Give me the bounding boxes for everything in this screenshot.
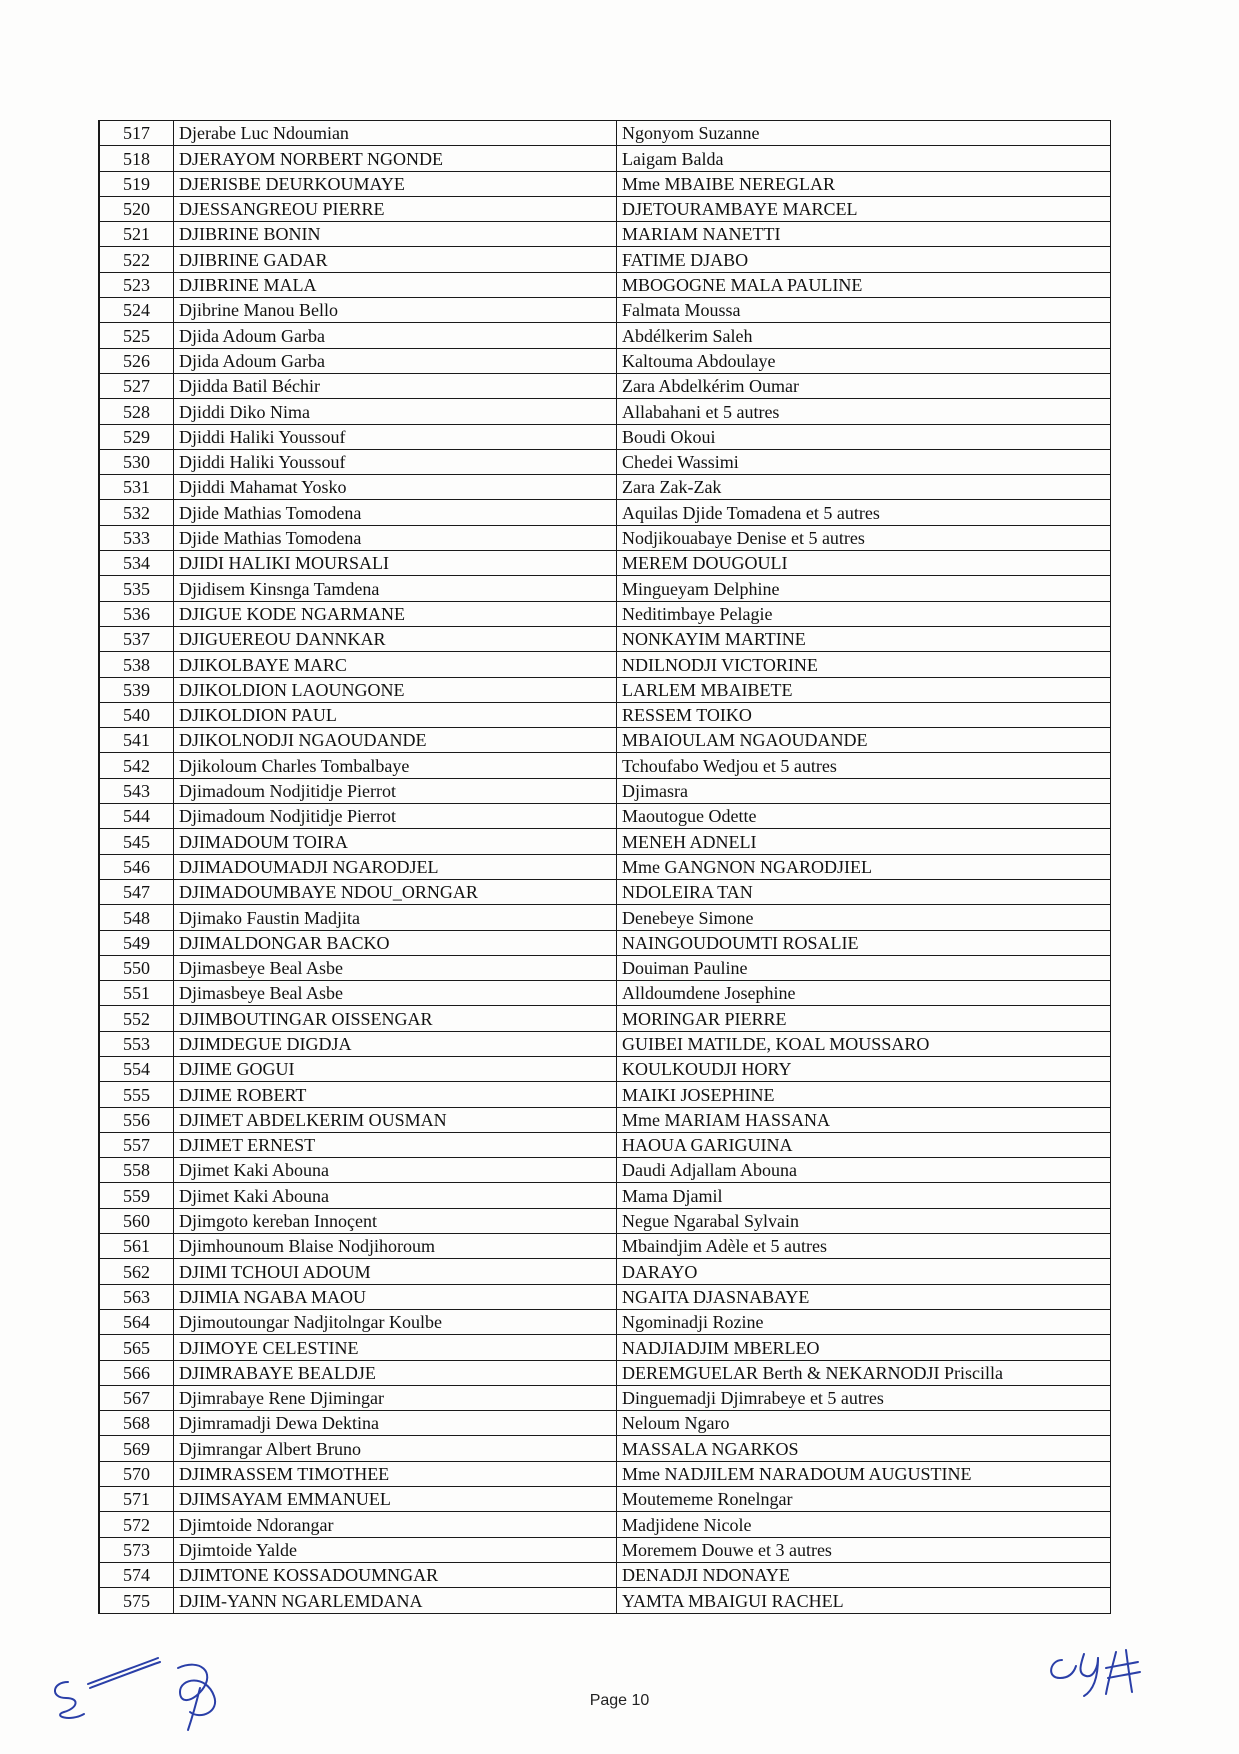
table-row: [99, 576, 1111, 601]
row-number: 517: [99, 121, 174, 146]
beneficiary-name: Falmata Moussa: [617, 298, 1111, 323]
table-row: [99, 1284, 1111, 1309]
deceased-name: DJIMIA NGABA MAOU: [174, 1284, 617, 1309]
beneficiary-name: Douiman Pauline: [617, 955, 1111, 980]
beneficiary-name: MBOGOGNE MALA PAULINE: [617, 272, 1111, 297]
row-number: 528: [99, 399, 174, 424]
deceased-name: DJIKOLDION LAOUNGONE: [174, 677, 617, 702]
deceased-name: Djidisem Kinsnga Tamdena: [174, 576, 617, 601]
beneficiary-name: Aquilas Djide Tomadena et 5 autres: [617, 500, 1111, 525]
beneficiary-name: Dinguemadji Djimrabeye et 5 autres: [617, 1385, 1111, 1410]
table-row: [99, 525, 1111, 550]
table-row: [99, 475, 1111, 500]
table-row: [99, 1461, 1111, 1486]
deceased-name: Djida Adoum Garba: [174, 323, 617, 348]
deceased-name: DJIME GOGUI: [174, 1056, 617, 1081]
beneficiary-name: MAIKI JOSEPHINE: [617, 1082, 1111, 1107]
table-row: [99, 778, 1111, 803]
row-number: 572: [99, 1512, 174, 1537]
beneficiary-name: Laigam Balda: [617, 146, 1111, 171]
beneficiary-name: Madjidene Nicole: [617, 1512, 1111, 1537]
row-number: 539: [99, 677, 174, 702]
row-number: 538: [99, 652, 174, 677]
row-number: 526: [99, 348, 174, 373]
deceased-name: DJIMRASSEM TIMOTHEE: [174, 1461, 617, 1486]
beneficiary-name: MARIAM NANETTI: [617, 222, 1111, 247]
row-number: 532: [99, 500, 174, 525]
deceased-name: DJIKOLDION PAUL: [174, 702, 617, 727]
table-row: [99, 854, 1111, 879]
table-row: [99, 1360, 1111, 1385]
table-row: [99, 677, 1111, 702]
beneficiary-table: [98, 120, 1111, 1614]
beneficiary-name: Boudi Okoui: [617, 424, 1111, 449]
table-row: [99, 981, 1111, 1006]
table-row: [99, 1056, 1111, 1081]
deceased-name: Djimrangar Albert Bruno: [174, 1436, 617, 1461]
beneficiary-name: HAOUA GARIGUINA: [617, 1132, 1111, 1157]
row-number: 563: [99, 1284, 174, 1309]
row-number: 547: [99, 879, 174, 904]
row-number: 549: [99, 930, 174, 955]
beneficiary-name: Mme MBAIBE NEREGLAR: [617, 171, 1111, 196]
beneficiary-name: MASSALA NGARKOS: [617, 1436, 1111, 1461]
beneficiary-name: YAMTA MBAIGUI RACHEL: [617, 1588, 1111, 1613]
beneficiary-name: NAINGOUDOUMTI ROSALIE: [617, 930, 1111, 955]
beneficiary-name: Daudi Adjallam Abouna: [617, 1158, 1111, 1183]
table-row: [99, 728, 1111, 753]
table-row: [99, 1411, 1111, 1436]
row-number: 571: [99, 1487, 174, 1512]
deceased-name: DJIMALDONGAR BACKO: [174, 930, 617, 955]
table-row: [99, 930, 1111, 955]
beneficiary-name: Allabahani et 5 autres: [617, 399, 1111, 424]
row-number: 552: [99, 1006, 174, 1031]
table-row: [99, 298, 1111, 323]
deceased-name: DJIMADOUMBAYE NDOU_ORNGAR: [174, 879, 617, 904]
row-number: 543: [99, 778, 174, 803]
deceased-name: DJIMET ERNEST: [174, 1132, 617, 1157]
deceased-name: Djimako Faustin Madjita: [174, 905, 617, 930]
table-row: [99, 1208, 1111, 1233]
table-row: [99, 500, 1111, 525]
beneficiary-name: Zara Zak-Zak: [617, 475, 1111, 500]
table-row: [99, 196, 1111, 221]
deceased-name: Djimhounoum Blaise Nodjihoroum: [174, 1234, 617, 1259]
table-row: [99, 1259, 1111, 1284]
deceased-name: Djida Adoum Garba: [174, 348, 617, 373]
deceased-name: DJIMTONE KOSSADOUMNGAR: [174, 1562, 617, 1587]
row-number: 520: [99, 196, 174, 221]
deceased-name: DJIMOYE CELESTINE: [174, 1335, 617, 1360]
row-number: 574: [99, 1562, 174, 1587]
beneficiary-name: MENEH ADNELI: [617, 829, 1111, 854]
beneficiary-name: Abdélkerim Saleh: [617, 323, 1111, 348]
table-row: [99, 1158, 1111, 1183]
table-row: [99, 804, 1111, 829]
deceased-name: DJERISBE DEURKOUMAYE: [174, 171, 617, 196]
beneficiary-name: DJETOURAMBAYE MARCEL: [617, 196, 1111, 221]
deceased-name: DJIGUE KODE NGARMANE: [174, 601, 617, 626]
deceased-name: Djimasbeye Beal Asbe: [174, 955, 617, 980]
deceased-name: DJIMSAYAM EMMANUEL: [174, 1487, 617, 1512]
beneficiary-name: Mme NADJILEM NARADOUM AUGUSTINE: [617, 1461, 1111, 1486]
beneficiary-name: Neloum Ngaro: [617, 1411, 1111, 1436]
table-body: [99, 121, 1111, 1614]
beneficiary-name: Chedei Wassimi: [617, 449, 1111, 474]
row-number: 561: [99, 1234, 174, 1259]
deceased-name: DJIMET ABDELKERIM OUSMAN: [174, 1107, 617, 1132]
row-number: 559: [99, 1183, 174, 1208]
beneficiary-name: GUIBEI MATILDE, KOAL MOUSSARO: [617, 1031, 1111, 1056]
deceased-name: Djide Mathias Tomodena: [174, 500, 617, 525]
table-row: [99, 626, 1111, 651]
deceased-name: Djimtoide Yalde: [174, 1537, 617, 1562]
table-row: [99, 272, 1111, 297]
table-row: [99, 146, 1111, 171]
table-row: [99, 905, 1111, 930]
beneficiary-name: Mme MARIAM HASSANA: [617, 1107, 1111, 1132]
beneficiary-name: Maoutogue Odette: [617, 804, 1111, 829]
deceased-name: Djimoutoungar Nadjitolngar Koulbe: [174, 1309, 617, 1334]
beneficiary-name: Tchoufabo Wedjou et 5 autres: [617, 753, 1111, 778]
row-number: 542: [99, 753, 174, 778]
deceased-name: Djimrabaye Rene Djimingar: [174, 1385, 617, 1410]
row-number: 548: [99, 905, 174, 930]
table-row: [99, 121, 1111, 146]
beneficiary-name: Ngonyom Suzanne: [617, 121, 1111, 146]
row-number: 555: [99, 1082, 174, 1107]
deceased-name: Djidda Batil Béchir: [174, 373, 617, 398]
beneficiary-name: Moutememe Ronelngar: [617, 1487, 1111, 1512]
deceased-name: DJERAYOM NORBERT NGONDE: [174, 146, 617, 171]
deceased-name: Djerabe Luc Ndoumian: [174, 121, 617, 146]
row-number: 557: [99, 1132, 174, 1157]
table-row: [99, 323, 1111, 348]
table-row: [99, 601, 1111, 626]
row-number: 545: [99, 829, 174, 854]
deceased-name: Djimasbeye Beal Asbe: [174, 981, 617, 1006]
row-number: 562: [99, 1259, 174, 1284]
table-row: [99, 1031, 1111, 1056]
row-number: 537: [99, 626, 174, 651]
table-row: [99, 1335, 1111, 1360]
beneficiary-name: NDILNODJI VICTORINE: [617, 652, 1111, 677]
row-number: 531: [99, 475, 174, 500]
deceased-name: Djimet Kaki Abouna: [174, 1183, 617, 1208]
row-number: 541: [99, 728, 174, 753]
deceased-name: Djiddi Haliki Youssouf: [174, 424, 617, 449]
row-number: 554: [99, 1056, 174, 1081]
beneficiary-name: Moremem Douwe et 3 autres: [617, 1537, 1111, 1562]
table-row: [99, 247, 1111, 272]
beneficiary-name: Mama Djamil: [617, 1183, 1111, 1208]
table-row: [99, 702, 1111, 727]
table-row: [99, 399, 1111, 424]
deceased-name: Djikoloum Charles Tombalbaye: [174, 753, 617, 778]
row-number: 566: [99, 1360, 174, 1385]
row-number: 553: [99, 1031, 174, 1056]
row-number: 556: [99, 1107, 174, 1132]
row-number: 540: [99, 702, 174, 727]
beneficiary-name: Ngominadji Rozine: [617, 1309, 1111, 1334]
beneficiary-name: LARLEM MBAIBETE: [617, 677, 1111, 702]
table-row: [99, 222, 1111, 247]
row-number: 560: [99, 1208, 174, 1233]
table-row: [99, 1487, 1111, 1512]
table-row: [99, 1082, 1111, 1107]
deceased-name: DJIMDEGUE DIGDJA: [174, 1031, 617, 1056]
beneficiary-name: DARAYO: [617, 1259, 1111, 1284]
deceased-name: DJESSANGREOU PIERRE: [174, 196, 617, 221]
table-row: [99, 1436, 1111, 1461]
row-number: 525: [99, 323, 174, 348]
deceased-name: DJIMI TCHOUI ADOUM: [174, 1259, 617, 1284]
beneficiary-name: Kaltouma Abdoulaye: [617, 348, 1111, 373]
table-row: [99, 449, 1111, 474]
table-row: [99, 1132, 1111, 1157]
deceased-name: DJIMADOUMADJI NGARODJEL: [174, 854, 617, 879]
table-row: [99, 829, 1111, 854]
deceased-name: DJIBRINE MALA: [174, 272, 617, 297]
row-number: 568: [99, 1411, 174, 1436]
table-row: [99, 348, 1111, 373]
row-number: 544: [99, 804, 174, 829]
row-number: 575: [99, 1588, 174, 1613]
table-row: [99, 1385, 1111, 1410]
row-number: 570: [99, 1461, 174, 1486]
deceased-name: Djiddi Haliki Youssouf: [174, 449, 617, 474]
row-number: 530: [99, 449, 174, 474]
page-number: Page 10: [589, 1692, 650, 1709]
table-row: [99, 652, 1111, 677]
deceased-name: Djimtoide Ndorangar: [174, 1512, 617, 1537]
beneficiary-name: NONKAYIM MARTINE: [617, 626, 1111, 651]
row-number: 567: [99, 1385, 174, 1410]
table-row: [99, 1006, 1111, 1031]
beneficiary-name: DENADJI NDONAYE: [617, 1562, 1111, 1587]
beneficiary-name: RESSEM TOIKO: [617, 702, 1111, 727]
beneficiary-name: Alldoumdene Josephine: [617, 981, 1111, 1006]
table-row: [99, 1537, 1111, 1562]
row-number: 521: [99, 222, 174, 247]
deceased-name: Djibrine Manou Bello: [174, 298, 617, 323]
deceased-name: DJIKOLBAYE MARC: [174, 652, 617, 677]
deceased-name: DJIM-YANN NGARLEMDANA: [174, 1588, 617, 1613]
deceased-name: DJIDI HALIKI MOURSALI: [174, 551, 617, 576]
row-number: 573: [99, 1537, 174, 1562]
beneficiary-name: FATIME DJABO: [617, 247, 1111, 272]
row-number: 558: [99, 1158, 174, 1183]
beneficiary-name: Mingueyam Delphine: [617, 576, 1111, 601]
table-row: [99, 753, 1111, 778]
beneficiary-name: KOULKOUDJI HORY: [617, 1056, 1111, 1081]
deceased-name: DJIGUEREOU DANNKAR: [174, 626, 617, 651]
beneficiary-name: Mbaindjim Adèle et 5 autres: [617, 1234, 1111, 1259]
row-number: 518: [99, 146, 174, 171]
beneficiary-name: Negue Ngarabal Sylvain: [617, 1208, 1111, 1233]
deceased-name: Djimadoum Nodjitidje Pierrot: [174, 778, 617, 803]
beneficiary-name: NGAITA DJASNABAYE: [617, 1284, 1111, 1309]
deceased-name: Djimramadji Dewa Dektina: [174, 1411, 617, 1436]
table-row: [99, 171, 1111, 196]
beneficiary-name: Zara Abdelkérim Oumar: [617, 373, 1111, 398]
row-number: 535: [99, 576, 174, 601]
deceased-name: DJIME ROBERT: [174, 1082, 617, 1107]
beneficiary-name: Denebeye Simone: [617, 905, 1111, 930]
table-row: [99, 1562, 1111, 1587]
deceased-name: DJIBRINE BONIN: [174, 222, 617, 247]
table-row: [99, 1234, 1111, 1259]
beneficiary-name: Neditimbaye Pelagie: [617, 601, 1111, 626]
row-number: 551: [99, 981, 174, 1006]
table-row: [99, 1183, 1111, 1208]
table-row: [99, 1588, 1111, 1613]
beneficiary-name: MEREM DOUGOULI: [617, 551, 1111, 576]
row-number: 519: [99, 171, 174, 196]
deceased-name: Djiddi Mahamat Yosko: [174, 475, 617, 500]
table-row: [99, 879, 1111, 904]
row-number: 534: [99, 551, 174, 576]
row-number: 536: [99, 601, 174, 626]
beneficiary-name: Djimasra: [617, 778, 1111, 803]
deceased-name: Djimadoum Nodjitidje Pierrot: [174, 804, 617, 829]
table-row: [99, 551, 1111, 576]
beneficiary-name: Mme GANGNON NGARODJIEL: [617, 854, 1111, 879]
deceased-name: Djiddi Diko Nima: [174, 399, 617, 424]
row-number: 523: [99, 272, 174, 297]
deceased-name: Djide Mathias Tomodena: [174, 525, 617, 550]
row-number: 533: [99, 525, 174, 550]
row-number: 546: [99, 854, 174, 879]
row-number: 550: [99, 955, 174, 980]
deceased-name: DJIBRINE GADAR: [174, 247, 617, 272]
row-number: 529: [99, 424, 174, 449]
beneficiary-name: MORINGAR PIERRE: [617, 1006, 1111, 1031]
deceased-name: DJIMADOUM TOIRA: [174, 829, 617, 854]
table-row: [99, 373, 1111, 398]
deceased-name: DJIMRABAYE BEALDJE: [174, 1360, 617, 1385]
deceased-name: Djimgoto kereban Innoçent: [174, 1208, 617, 1233]
table-row: [99, 1107, 1111, 1132]
row-number: 522: [99, 247, 174, 272]
beneficiary-name: DEREMGUELAR Berth & NEKARNODJI Priscilla: [617, 1360, 1111, 1385]
deceased-name: DJIKOLNODJI NGAOUDANDE: [174, 728, 617, 753]
handwritten-initials-left: [30, 1612, 250, 1732]
row-number: 569: [99, 1436, 174, 1461]
beneficiary-name: MBAIOULAM NGAOUDANDE: [617, 728, 1111, 753]
beneficiary-name: NADJIADJIM MBERLEO: [617, 1335, 1111, 1360]
deceased-name: Djimet Kaki Abouna: [174, 1158, 617, 1183]
deceased-name: DJIMBOUTINGAR OISSENGAR: [174, 1006, 617, 1031]
row-number: 565: [99, 1335, 174, 1360]
table-row: [99, 1309, 1111, 1334]
table-row: [99, 424, 1111, 449]
table-row: [99, 1512, 1111, 1537]
table-row: [99, 955, 1111, 980]
beneficiary-name: NDOLEIRA TAN: [617, 879, 1111, 904]
beneficiary-name: Nodjikouabaye Denise et 5 autres: [617, 525, 1111, 550]
row-number: 564: [99, 1309, 174, 1334]
row-number: 527: [99, 373, 174, 398]
row-number: 524: [99, 298, 174, 323]
